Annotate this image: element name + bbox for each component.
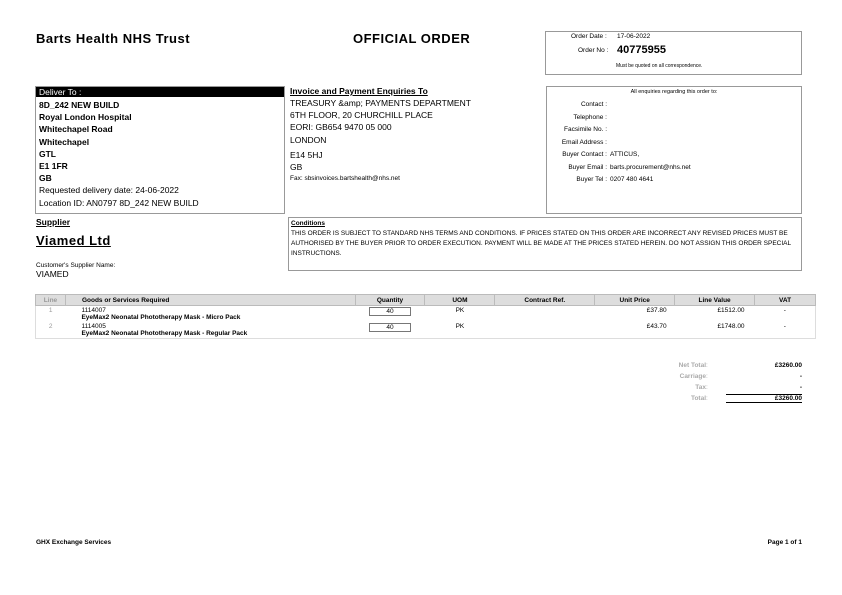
order-no-note: Must be quoted on all correspondence.: [616, 63, 703, 69]
col-header-line-value: Line Value: [675, 295, 755, 306]
buyer-email-label: Buyer Email :: [568, 164, 607, 171]
totals-block: [646, 360, 802, 404]
table-row: [36, 306, 816, 323]
conditions-box: [288, 217, 802, 271]
tax-row: [646, 382, 802, 393]
table-header-row: [36, 295, 816, 306]
carriage-row: [646, 371, 802, 382]
contact-label: Contact :: [580, 101, 607, 108]
deliver-line: Royal London Hospital: [39, 112, 132, 123]
deliver-line: E1 1FR: [39, 161, 68, 172]
tax-label: Tax: [695, 384, 706, 391]
total-row: [646, 393, 802, 404]
table-row: [36, 322, 816, 339]
col-header-vat: VAT: [755, 295, 816, 306]
item-description: EyeMax2 Neonatal Phototherapy Mask - Micro Pack: [81, 314, 241, 321]
order-date-label: Order Date :: [571, 33, 607, 40]
contract-ref: [495, 306, 595, 323]
invoice-fax: Fax: sbsinvoices.bartshealth@nhs.net: [290, 175, 400, 183]
facsimile-label: Facsimile No. :: [564, 126, 607, 133]
buyer-tel-value: 0207 480 4641: [610, 176, 654, 183]
footer-provider: GHX Exchange Services: [36, 539, 112, 546]
uom-value: PK: [455, 307, 465, 314]
buyer-tel-label: Buyer Tel :: [576, 176, 607, 183]
col-header-unit-price: Unit Price: [595, 295, 675, 306]
col-header-contract: Contract Ref.: [495, 295, 595, 306]
invoice-line: EORI: GB654 9470 05 000: [290, 122, 392, 133]
invoice-line: TREASURY &amp; PAYMENTS DEPARTMENT: [290, 98, 471, 108]
supplier-name: Viamed Ltd: [36, 233, 111, 248]
trust-name: Barts Health NHS Trust: [36, 31, 191, 46]
requested-delivery-date: Requested delivery date: 24-06-2022: [39, 185, 179, 196]
deliver-to-heading: Deliver To :: [36, 87, 284, 97]
net-total-value: £3260.00: [774, 362, 802, 369]
vat-value: -: [783, 307, 786, 314]
total-label: Total: [690, 395, 706, 402]
net-total-label: Net Total: [678, 362, 706, 369]
invoice-enquiries-box: [288, 86, 545, 212]
invoice-line: 6TH FLOOR, 20 CHURCHILL PLACE: [290, 110, 433, 121]
item-cell: [65, 306, 355, 323]
buyer-contact-value: ATTICUS,: [610, 151, 640, 158]
conditions-text: THIS ORDER IS SUBJECT TO STANDARD NHS TERMS AND CONDITIONS. IF PRICES STATED ON THIS ORDER ARE INCORRECT ANY REVISED PRICES MUST BE AUTHORISED BY THE BUYER PRIOR TO ORDER EXECUTION. PAYMENT WILL BE MADE AT THE PRICES STATED HEREIN. DO NOT ASSIGN THIS ORDER SPECIAL INSTRUCTIONS.: [291, 230, 791, 257]
customer-supplier-name-label: Customer's Supplier Name:: [36, 262, 116, 269]
invoice-heading: Invoice and Payment Enquiries To: [290, 86, 428, 96]
page-number: Page 1 of 1: [767, 539, 802, 546]
invoice-line: LONDON: [290, 134, 327, 145]
tax-value: -: [799, 384, 802, 391]
carriage-label: Carriage: [679, 373, 706, 380]
item-code: 1114007: [81, 307, 106, 314]
buyer-contact-label: Buyer Contact :: [562, 151, 607, 158]
carriage-value: -: [799, 373, 802, 380]
total-value: £3260.00: [726, 394, 802, 403]
email-label: Email Address :: [561, 139, 607, 146]
line-number: 1: [48, 307, 53, 314]
separator: :: [706, 395, 708, 402]
customer-supplier-name: VIAMED: [36, 269, 69, 279]
order-lines-table: [35, 294, 816, 339]
order-info-box: [545, 31, 802, 75]
item-cell: [65, 322, 355, 339]
document-title: OFFICIAL ORDER: [353, 31, 471, 46]
col-header-uom: UOM: [425, 295, 495, 306]
unit-price: £43.70: [646, 323, 667, 330]
vat-value: -: [783, 323, 786, 330]
separator: :: [706, 373, 708, 380]
deliver-address: [36, 97, 284, 209]
telephone-label: Telephone :: [573, 114, 607, 121]
enquiries-note: All enquiries regarding this order to:: [630, 89, 718, 95]
deliver-line: Whitechapel: [39, 136, 90, 147]
contract-ref: [495, 322, 595, 339]
invoice-address: [288, 97, 545, 173]
separator: :: [706, 384, 708, 391]
deliver-to-box: [35, 86, 285, 214]
quantity-value: 40: [369, 323, 411, 332]
uom-value: PK: [455, 323, 465, 330]
deliver-line: Whitechapel Road: [39, 124, 113, 135]
quantity-value: 40: [369, 307, 411, 316]
item-code: 1114005: [81, 323, 106, 330]
supplier-label: Supplier: [36, 217, 71, 227]
buyer-email-value: barts.procurement@nhs.net: [610, 164, 691, 171]
invoice-line: E14 5HJ: [290, 149, 323, 160]
conditions-heading: Conditions: [291, 220, 325, 227]
line-value: £1512.00: [717, 307, 745, 314]
item-description: EyeMax2 Neonatal Phototherapy Mask - Regular Pack: [81, 330, 248, 337]
location-id: Location ID: AN0797 8D_242 NEW BUILD: [39, 197, 199, 208]
contact-box: [546, 86, 802, 214]
col-header-goods: Goods or Services Required: [65, 295, 355, 306]
col-header-line: Line: [36, 295, 66, 306]
invoice-line: GB: [290, 162, 303, 173]
order-number: 40775955: [617, 44, 666, 56]
deliver-line: GB: [39, 173, 52, 184]
net-total-row: [646, 360, 802, 371]
deliver-line: GTL: [39, 148, 56, 159]
line-number: 2: [48, 323, 53, 330]
line-value: £1748.00: [717, 323, 745, 330]
order-date: 17-06-2022: [617, 33, 651, 40]
unit-price: £37.80: [646, 307, 667, 314]
deliver-line: 8D_242 NEW BUILD: [39, 100, 120, 110]
order-no-label: Order No :: [578, 47, 609, 54]
col-header-quantity: Quantity: [355, 295, 425, 306]
separator: :: [706, 362, 708, 369]
